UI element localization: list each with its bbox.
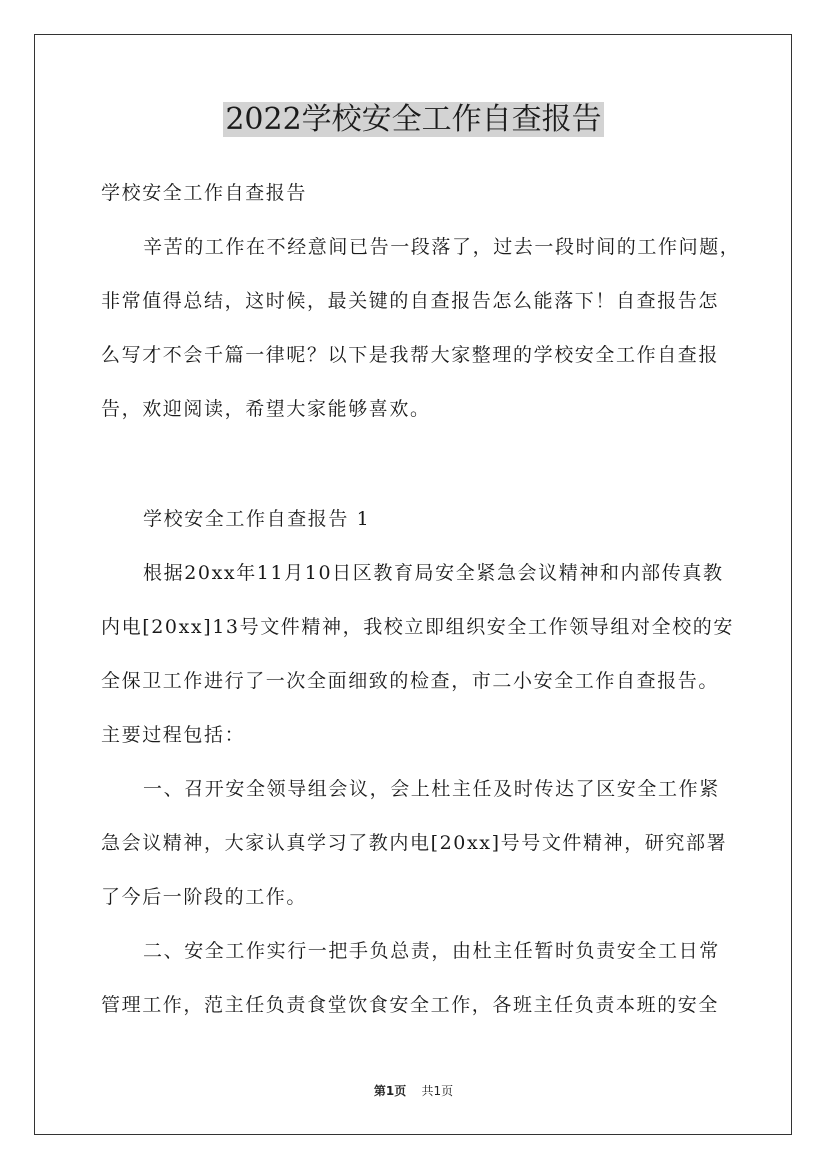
section-para1-line-1: 根据20xx年11月10日区教育局安全紧急会议精神和内部传真教 [143, 562, 724, 584]
section-para3-line-1: 二、安全工作实行一把手负总责，由杜主任暂时负责安全工日常 [143, 940, 720, 962]
document-title [0, 100, 827, 140]
intro-line-4: 告，欢迎阅读，希望大家能够喜欢。 [101, 398, 431, 420]
section-para2-line-1: 一、召开安全领导组会议，会上杜主任及时传达了区安全工作紧 [143, 778, 720, 800]
intro-line-3: 么写才不会千篇一律呢？以下是我帮大家整理的学校安全工作自查报 [101, 344, 720, 366]
page-footer [0, 1082, 827, 1099]
page-number: 第1页 [373, 1084, 407, 1098]
document-section-1 [101, 492, 737, 1032]
page-total: 共1页 [421, 1084, 454, 1098]
section-para1-line-4: 主要过程包括： [101, 724, 246, 746]
document-title-text: 2022学校安全工作自查报告 [225, 102, 602, 137]
intro-line-1: 辛苦的工作在不经意间已告一段落了，过去一段时间的工作问题， [143, 236, 741, 258]
section-para1-line-3: 全保卫工作进行了一次全面细致的检查，市二小安全工作自查报告。 [101, 670, 720, 692]
section-para2-line-3: 了今后一阶段的工作。 [101, 886, 308, 908]
section-para2-line-2: 急会议精神，大家认真学习了教内电[20xx]号号文件精神，研究部署 [101, 832, 728, 854]
section-para3-line-2: 管理工作，范主任负责食堂饮食安全工作，各班主任负责本班的安全 [101, 994, 720, 1016]
document-body-top [101, 166, 741, 436]
intro-line-2: 非常值得总结，这时候，最关键的自查报告怎么能落下！自查报告怎 [101, 290, 720, 312]
document-subtitle: 学校安全工作自查报告 [101, 182, 308, 204]
section-heading: 学校安全工作自查报告 1 [143, 508, 371, 530]
section-para1-line-2: 内电[20xx]13号文件精神，我校立即组织安全工作领导组对全校的安 [101, 616, 735, 638]
